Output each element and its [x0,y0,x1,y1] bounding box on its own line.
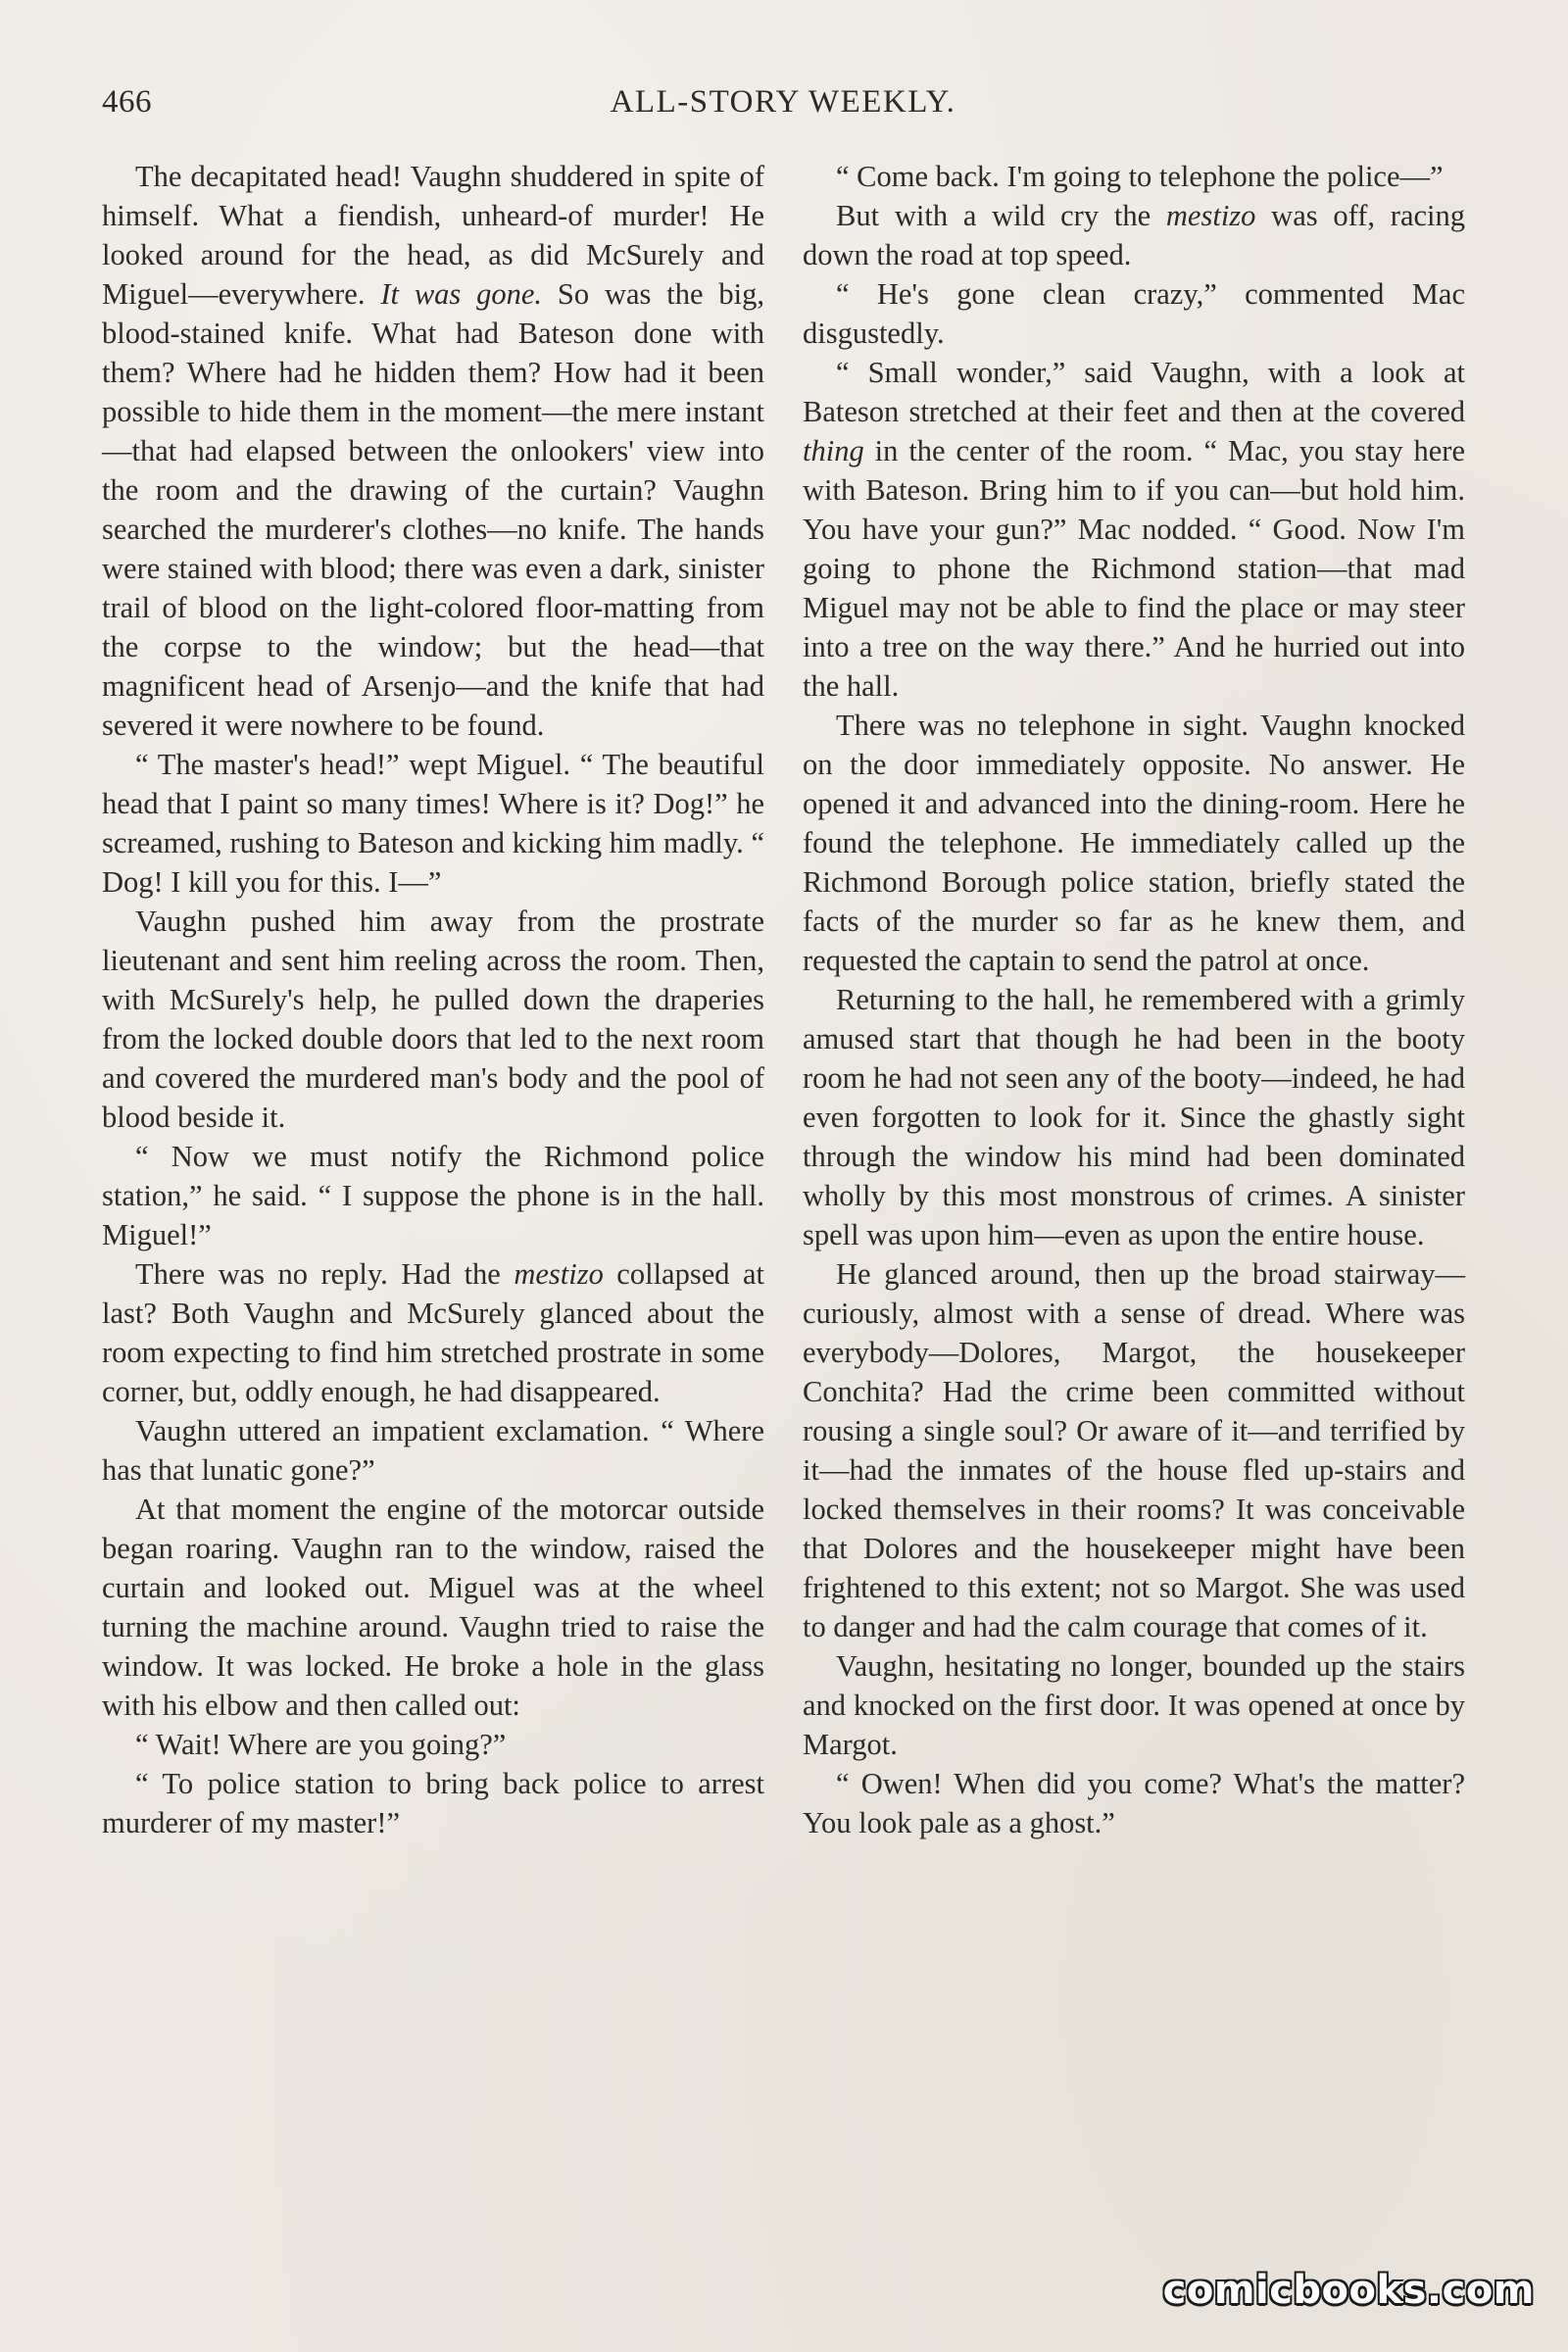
body-paragraph: Vaughn, hesitating no longer, bounded up the stairs and knocked on the first door. It was opened at once by Margot. [803,1649,1465,1761]
body-paragraph: The decapitated head! Vaughn shuddered in spite of himself. What a fiendish, unheard-of murder! He looked around for the head, as did McSurely and Miguel—everywhere. It was gone. So was the big, blood-stained knife. What had Bateson done with them? Where had he hidden them? How had it been possible to hide them in the moment—the mere instant—that had elapsed between the onlookers' view into the room and the drawing of the curtain? Vaughn searched the murderer's clothes—no knife. The hands were stained with blood; there was even a dark, sinister trail of blood on the light-colored floor-matting from the corpse to the window; but the head—that magnificent head of Arsenjo—and the knife that had severed it were nowhere to be found. [102,160,764,742]
body-paragraph: “ Come back. I'm going to telephone the police—” [836,160,1444,193]
body-paragraph: He glanced around, then up the broad stairway—curiously, almost with a sense of dread. Where was everybody—Dolores, Margot, the housekeeper Conchita? Had the crime been committed without rousing a single soul? Or aware of it—and terrified by it—had the inmates of the house fled up-stairs and locked themselves in their rooms? It was conceivable that Dolores and the housekeeper might have been frightened to this extent; not so Margot. She was used to danger and had the calm courage that comes of it. [803,1257,1465,1643]
body-paragraph: “ He's gone clean crazy,” commented Mac disgustedly. [803,277,1465,350]
site-watermark: comicbooks.com [1162,2268,1535,2313]
right-text-column [803,157,1465,1842]
body-paragraph: Vaughn pushed him away from the prostrate lieutenant and sent him reeling across the room. Then, with McSurely's help, he pulled down the draperies from the locked double doors that led to the next room and covered the murdered man's body and the pool of blood beside it. [102,905,764,1134]
body-paragraph: But with a wild cry the mestizo was off, racing down the road at top speed. [803,199,1465,271]
body-paragraph: There was no reply. Had the mestizo collapsed at last? Both Vaughn and McSurely glanced about the room expecting to find him stretched prostrate in some corner, but, oddly enough, he had disappeared. [102,1257,764,1408]
page-number: 466 [102,84,152,120]
body-paragraph: “ To police station to bring back police to arrest murderer of my master!” [102,1767,764,1839]
body-paragraph: “ Now we must notify the Richmond police station,” he said. “ I suppose the phone is in the hall. Miguel!” [102,1140,764,1251]
body-paragraph: At that moment the engine of the motorcar outside began roaring. Vaughn ran to the window, raised the curtain and looked out. Miguel was at the wheel turning the machine around. Vaughn tried to raise the window. It was locked. He broke a hole in the glass with his elbow and then called out: [102,1493,764,1722]
italic-text: mestizo [1165,199,1256,232]
italic-text: thing [803,434,864,467]
body-paragraph: There was no telephone in sight. Vaughn knocked on the door immediately opposite. No answer. He opened it and advanced into the dining-room. Here he found the telephone. He immediately called up the Richmond Borough police station, briefly stated the facts of the murder so far as he knew them, and requested the captain to send the patrol at once. [803,709,1465,977]
italic-text: It was gone. [380,277,543,311]
body-paragraph: “ The master's head!” wept Miguel. “ The beautiful head that I paint so many times! Where is it? Dog!” he screamed, rushing to Bateson and kicking him madly. “ Dog! I kill you for this. I—” [102,748,764,899]
italic-text: mestizo [514,1257,604,1291]
left-text-column [102,157,764,1842]
body-paragraph: “ Wait! Where are you going?” [135,1728,507,1761]
page-header [102,84,1464,133]
body-paragraph: “ Small wonder,” said Vaughn, with a look at Bateson stretched at their feet and then at the covered thing in the center of the room. “ Mac, you stay here with Bateson. Bring him to if you can—but hold him. You have your gun?” Mac nodded. “ Good. Now I'm going to phone the Richmond station—that mad Miguel may not be able to find the place or may steer into a tree on the way there.” And he hurried out into the hall. [803,356,1465,703]
body-paragraph: “ Owen! When did you come? What's the matter? You look pale as a ghost.” [803,1767,1465,1839]
running-head-title: ALL-STORY WEEKLY. [610,84,956,120]
body-paragraph: Vaughn uttered an impatient exclamation. “ Where has that lunatic gone?” [102,1414,764,1487]
body-paragraph: Returning to the hall, he remembered with a grimly amused start that though he had been in the booty room he had not seen any of the booty—indeed, he had even forgotten to look for it. Since the ghastly sight through the window his mind had been dominated wholly by this most monstrous of crimes. A sinister spell was upon him—even as upon the entire house. [803,983,1465,1251]
